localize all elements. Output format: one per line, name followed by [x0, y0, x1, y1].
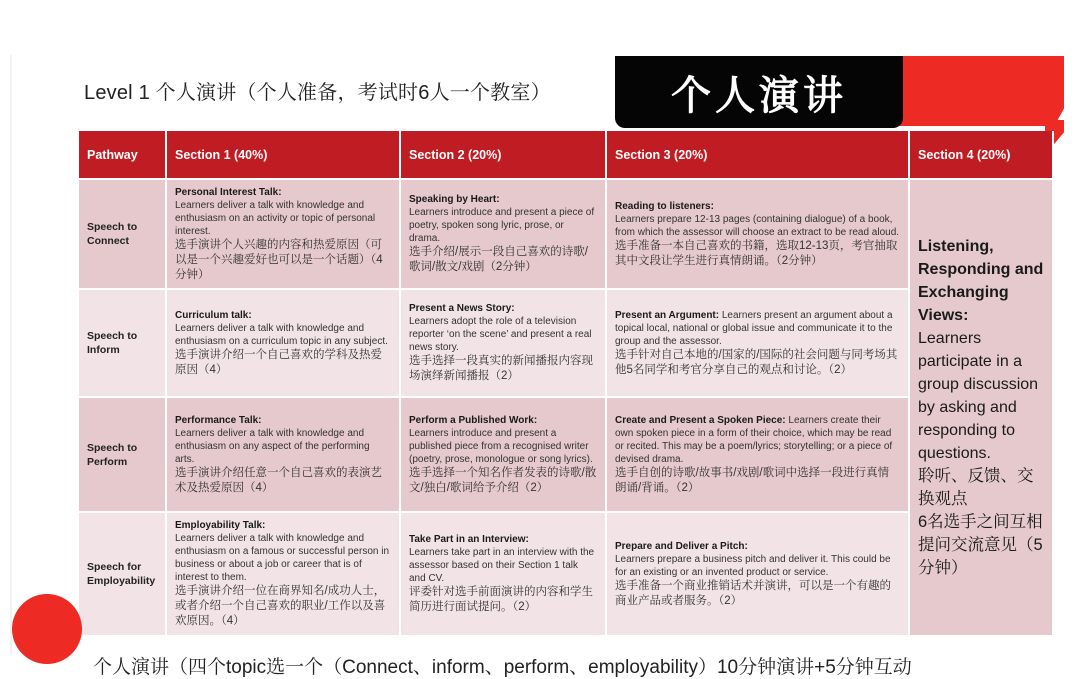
cell-perform-s3: [607, 398, 910, 513]
section4-english: Learners participate in a group discussion by asking and responding to questions.: [918, 330, 1039, 462]
cell-english: Learners deliver a talk with knowledge and enthusiasm on a famous or successful person in business or about a job or career that is of interest to them.: [175, 533, 389, 583]
cell-english: Learners deliver a talk with knowledge and enthusiasm on a curriculum topic in any subject.: [175, 322, 388, 347]
decorative-red-circle: [12, 594, 82, 664]
cell-english: Learners deliver a talk with knowledge and enthusiasm on any aspect of the performing arts.: [175, 427, 370, 465]
slide-title: Level 1 个人演讲（个人准备，考试时6人一个教室）: [84, 82, 551, 104]
cell-inform-s1: [167, 290, 401, 398]
cell-title: Take Part in an Interview:: [409, 534, 529, 545]
cell-title: Reading to listeners:: [615, 200, 714, 212]
cell-title: Employability Talk:: [175, 520, 266, 531]
slide-footer-note: 个人演讲（四个topic选一个（Connect、inform、perform、employability）10分钟演讲+5分钟互动: [93, 657, 912, 678]
cell-title: Speaking by Heart:: [409, 194, 500, 205]
cell-inform-s2: [401, 290, 607, 398]
cell-employability-s3: [607, 513, 910, 637]
header-section-3: Section 3 (20%): [607, 131, 910, 180]
cell-english: Learners take part in an interview with the assessor based on their Section 1 talk and CV.: [409, 547, 595, 584]
cell-chinese: 选手准备一个商业推销话术并演讲，可以是一个有趣的商业产品或者服务。（2）: [615, 579, 891, 607]
pathway-table: [79, 131, 1054, 637]
cell-english: Learners deliver a talk with knowledge and enthusiasm on an activity or topic of personal interest.: [175, 199, 376, 237]
cell-employability-s1: [167, 513, 401, 637]
pathway-inform: Speech to Inform: [79, 290, 167, 398]
cell-chinese: 选手选择一个知名作者发表的诗歌/散文/独白/歌词给予介绍（2）: [409, 466, 597, 494]
cell-title: Performance Talk:: [175, 414, 262, 426]
cell-english: Learners prepare 12-13 pages (containing dialogue) of a book, from which the assessor will choose an extract to be read aloud.: [615, 213, 900, 238]
cell-connect-s2: [401, 180, 607, 290]
section4-chinese-1: 聆听、反馈、交换观点: [918, 467, 1034, 508]
cell-connect-s1: [167, 180, 401, 290]
cell-chinese: 选手自创的诗歌/故事书/戏剧/歌词中选择一段进行真情朗诵/背诵。（2）: [615, 466, 890, 494]
cell-english: Learners introduce and present a published piece from a recognised writer (poetry, prose, monologue or song lyrics).: [409, 427, 593, 465]
topic-tag: [615, 56, 903, 128]
header-section-1: Section 1 (40%): [167, 131, 401, 180]
cell-perform-s2: [401, 398, 607, 513]
pathway-connect: Speech to Connect: [79, 180, 167, 290]
cell-chinese: 选手介绍/展示一段自己喜欢的诗歌/歌词/散文/戏剧（2分钟）: [409, 246, 588, 273]
cell-chinese: 评委针对选手前面演讲的内容和学生简历进行面试提问。（2）: [409, 586, 593, 613]
cell-title: Create and Present a Spoken Piece:: [615, 414, 786, 426]
cell-title: Prepare and Deliver a Pitch:: [615, 540, 748, 552]
cell-english: Learners present an argument about a topical local, national or global issue and communicate it to the group and the assessor.: [615, 309, 893, 347]
cell-title: Personal Interest Talk:: [175, 186, 282, 198]
cell-connect-s3: [607, 180, 910, 290]
header-section-4: Section 4 (20%): [910, 131, 1054, 180]
cell-english: Learners prepare a business pitch and deliver it. This could be for an existing or an invented product or service.: [615, 553, 891, 578]
cell-title: Curriculum talk:: [175, 309, 252, 321]
cell-title: Present a News Story:: [409, 303, 515, 314]
cell-chinese: 选手演讲介绍一位在商界知名/成功人士，或者介绍一个自己喜欢的职业/工作以及喜欢原因。（4）: [175, 585, 386, 627]
cell-chinese: 选手选择一段真实的新闻播报内容现场演绎新闻播报（2）: [409, 355, 593, 382]
cell-chinese: 选手针对自己本地的/国家的/国际的社会问题与同考场其他5名同学和考官分享自己的观点和讨论。（2）: [615, 348, 898, 376]
slide-edge: [10, 55, 12, 655]
cell-section-4: [910, 180, 1054, 637]
cell-chinese: 选手演讲个人兴趣的内容和热爱原因（可以是一个兴趣爱好也可以是一个话题）（4分钟）: [175, 238, 383, 281]
cell-chinese: 选手准备一本自己喜欢的书籍，选取12-13页，考官抽取其中文段让学生进行真情朗诵。（2分钟）: [615, 239, 898, 267]
cell-title: Present an Argument:: [615, 309, 720, 321]
cell-title: Perform a Published Work:: [409, 414, 538, 426]
cell-english: Learners introduce and present a piece of poetry, spoken song lyric, prose, or drama.: [409, 207, 595, 244]
cell-english: Learners adopt the role of a television reporter ‘on the scene’ and present a real news story.: [409, 316, 592, 353]
pathway-employability: Speech for Employability: [79, 513, 167, 637]
cell-chinese: 选手演讲介绍一个自己喜欢的学科及热爱原因（4）: [175, 348, 382, 376]
cell-chinese: 选手演讲介绍任意一个自己喜欢的表演艺术及热爱原因（4）: [175, 466, 382, 494]
section4-title: Listening, Responding and Exchanging Views:: [918, 238, 1044, 324]
cell-english: Learners create their own spoken piece in a form of their choice, which may be read or recited. This may be a poem/lyrics; storytelling; or a piece of devised drama.: [615, 414, 893, 465]
header-pathway: Pathway: [79, 131, 167, 180]
pathway-perform: Speech to Perform: [79, 398, 167, 513]
header-section-2: Section 2 (20%): [401, 131, 607, 180]
topic-tag-label: 个人演讲: [671, 73, 847, 118]
section4-chinese-2: 6名选手之间互相提问交流意见（5分钟）: [918, 513, 1043, 577]
cell-perform-s1: [167, 398, 401, 513]
cell-inform-s3: [607, 290, 910, 398]
cell-employability-s2: [401, 513, 607, 637]
